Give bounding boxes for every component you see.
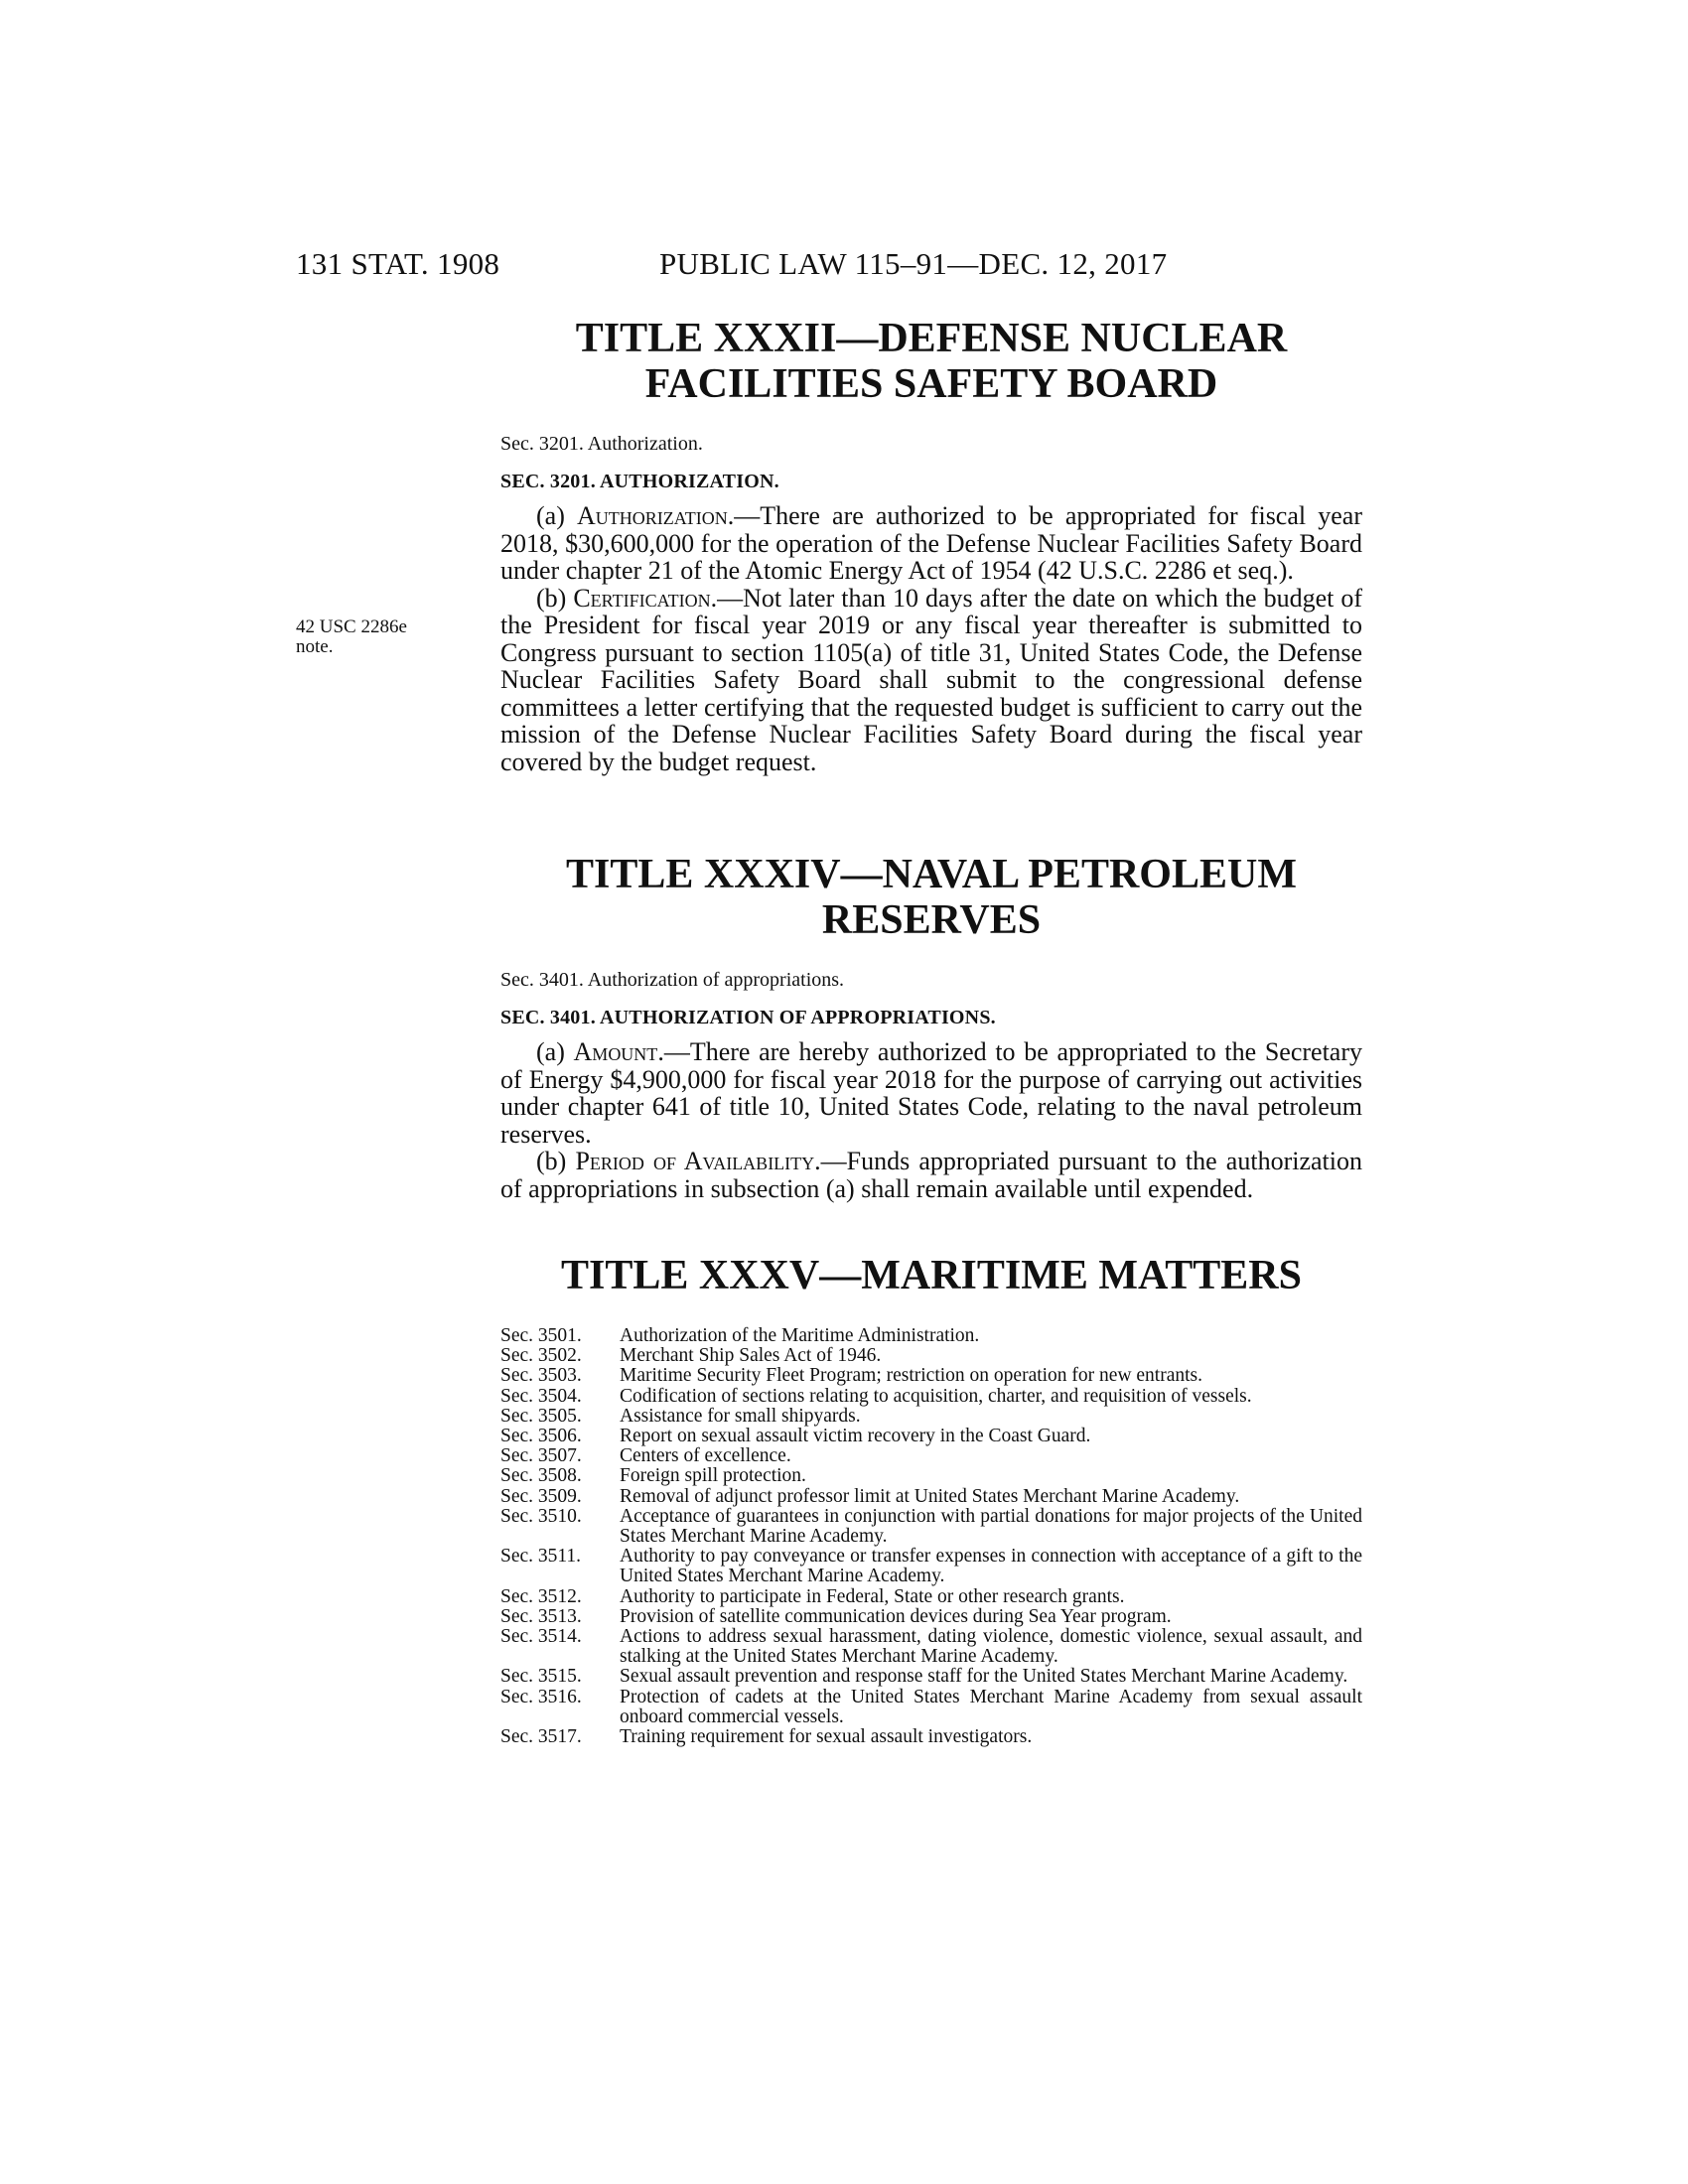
toc-row: [500, 1727, 1362, 1747]
toc-row: [500, 1427, 1362, 1446]
title-xxxii-heading: [500, 316, 1362, 407]
sec-3401-heading-wrap: [500, 1007, 1362, 1029]
toc-section-title: Authority to pay conveyance or transfer expenses in connection with acceptance of a gift to the United States Merchant Marine Academy.: [620, 1546, 1362, 1587]
sec-3201-body: [500, 502, 1362, 775]
title-xxxv-line: TITLE XXXV—MARITIME MATTERS: [561, 1253, 1302, 1298]
toc-row: [500, 1346, 1362, 1366]
toc-row: [500, 1667, 1362, 1687]
title-xxxii-line2: FACILITIES SAFETY BOARD: [644, 361, 1218, 407]
toc-row: [500, 1607, 1362, 1627]
toc-section-number: Sec. 3514.: [500, 1626, 582, 1648]
paragraph-caption: Period of Availability: [575, 1147, 815, 1175]
toc-section-title: Merchant Ship Sales Act of 1946.: [620, 1345, 882, 1367]
paragraph-b: (b) Certification.—Not later than 10 days after the date on which the budget of the President for fiscal year 2019 or any fiscal year thereafter is submitted to Congress pursuant to section 1105(a) of title 31, United States Code, the Defense Nuclear Facilities Safety Board shall submit to the congressional defense committees a letter certifying that the requested budget is sufficient to carry out the mission of the Defense Nuclear Facilities Safety Board during the fiscal year covered by the budget request.: [500, 583, 1362, 776]
toc-section-title: Actions to address sexual harassment, dating violence, domestic violence, sexual assault, and stalking at the United States Merchant Marine Academy.: [620, 1626, 1362, 1668]
toc-section-number: Sec. 3517.: [500, 1726, 582, 1748]
paragraph-b: (b) Period of Availability.—Funds appropriated pursuant to the authorization of appropriations in subsection (a) shall remain available until expended.: [500, 1147, 1362, 1203]
toc-row: [500, 1547, 1362, 1586]
toc-row: [500, 1627, 1362, 1667]
toc-row: [500, 1507, 1362, 1547]
title-xxxiv-line2: RESERVES: [821, 897, 1042, 943]
toc-section-number: Sec. 3511.: [500, 1546, 582, 1568]
paragraph-caption: Amount: [573, 1037, 658, 1066]
title-xxxii-line1: TITLE XXXII—DEFENSE NUCLEAR: [575, 316, 1288, 361]
toc-section-title: Report on sexual assault victim recovery in the Coast Guard.: [620, 1426, 1091, 1447]
stat-citation: 131 STAT. 1908: [296, 246, 500, 281]
paragraph-a: (a) Authorization.—There are authorized to be appropriated for fiscal year 2018, $30,600,000 for the operation of the Defense Nuclear Facilities Safety Board under chapter 21 of the Atomic Energy Act of 1954 (42 U.S.C. 2286 et seq.).: [500, 501, 1362, 585]
toc-section-title: Protection of cadets at the United States Merchant Marine Academy from sexual assault onboard commercial vessels.: [620, 1686, 1362, 1727]
paragraph-caption: Authorization: [577, 501, 728, 530]
title-xxxiv-line1: TITLE XXXIV—NAVAL PETROLEUM: [566, 852, 1297, 897]
toc-section-number: Sec. 3502.: [500, 1345, 582, 1367]
title-xxxiv-heading: [500, 852, 1362, 943]
toc-row: [500, 1387, 1362, 1407]
toc-section-number: Sec. 3505.: [500, 1405, 582, 1427]
toc-section-title: Removal of adjunct professor limit at United States Merchant Marine Academy.: [620, 1485, 1240, 1507]
toc-section-title: Training requirement for sexual assault investigators.: [620, 1726, 1033, 1748]
paragraph-a: (a) Amount.—There are hereby authorized to be appropriated to the Secretary of Energy $4,900,000 for fiscal year 2018 for the purpose of carrying out activities under chapter 641 of title 10, United States Code, relating to the naval petroleum reserves.: [500, 1037, 1362, 1149]
toc-section-number: Sec. 3510.: [500, 1505, 582, 1527]
toc-section-number: Sec. 3507.: [500, 1445, 582, 1467]
title-xxxv-heading: [500, 1253, 1362, 1298]
title-xxxiv-toc: [500, 969, 1362, 992]
toc-section-number: Sec. 3513.: [500, 1605, 582, 1627]
section-heading: SEC. 3201. AUTHORIZATION.: [500, 471, 779, 492]
toc-row: [500, 1587, 1362, 1607]
toc-section-title: Authority to participate in Federal, State or other research grants.: [620, 1585, 1125, 1607]
toc-row: [500, 1326, 1362, 1346]
title-xxxv-toc: [500, 1326, 1362, 1747]
toc-section-number: Sec. 3501.: [500, 1325, 582, 1346]
toc-row: [500, 1466, 1362, 1486]
margin-note: 42 USC 2286e note.: [296, 616, 407, 657]
toc-section-title: Provision of satellite communication devices during Sea Year program.: [620, 1605, 1172, 1627]
toc-section-title: Foreign spill protection.: [620, 1465, 806, 1487]
sec-3201-heading-wrap: [500, 471, 1362, 493]
toc-entry: Sec. 3201. Authorization.: [500, 433, 703, 455]
toc-section-title: Acceptance of guarantees in conjunction with partial donations for major projects of the United States Merchant Marine Academy.: [620, 1505, 1362, 1548]
section-heading: SEC. 3401. AUTHORIZATION OF APPROPRIATIONS.: [500, 1007, 996, 1028]
sec-3401-body: [500, 1038, 1362, 1202]
toc-row: [500, 1407, 1362, 1427]
toc-section-number: Sec. 3503.: [500, 1365, 582, 1387]
toc-section-number: Sec. 3504.: [500, 1385, 582, 1407]
toc-section-title: Codification of sections relating to acquisition, charter, and requisition of vessels.: [620, 1385, 1252, 1407]
toc-row: [500, 1487, 1362, 1507]
title-xxxii-toc: [500, 433, 1362, 456]
running-head: [296, 246, 1368, 286]
toc-entry: Sec. 3401. Authorization of appropriations.: [500, 969, 845, 991]
paragraph-caption: Certification: [573, 583, 711, 613]
toc-row: [500, 1366, 1362, 1386]
toc-section-title: Authorization of the Maritime Administration.: [620, 1325, 980, 1346]
toc-section-number: Sec. 3508.: [500, 1465, 582, 1487]
toc-section-title: Sexual assault prevention and response staff for the United States Merchant Marine Academy.: [620, 1666, 1348, 1688]
toc-section-title: Maritime Security Fleet Program; restriction on operation for new entrants.: [620, 1365, 1203, 1387]
toc-section-number: Sec. 3516.: [500, 1686, 582, 1707]
toc-section-title: Assistance for small shipyards.: [620, 1405, 861, 1427]
public-law-citation: PUBLIC LAW 115–91—DEC. 12, 2017: [659, 246, 1168, 281]
toc-section-number: Sec. 3506.: [500, 1426, 582, 1447]
toc-row: [500, 1688, 1362, 1727]
toc-section-number: Sec. 3512.: [500, 1585, 582, 1607]
toc-section-number: Sec. 3509.: [500, 1485, 582, 1507]
toc-section-number: Sec. 3515.: [500, 1666, 582, 1688]
toc-section-title: Centers of excellence.: [620, 1445, 791, 1467]
toc-row: [500, 1446, 1362, 1466]
